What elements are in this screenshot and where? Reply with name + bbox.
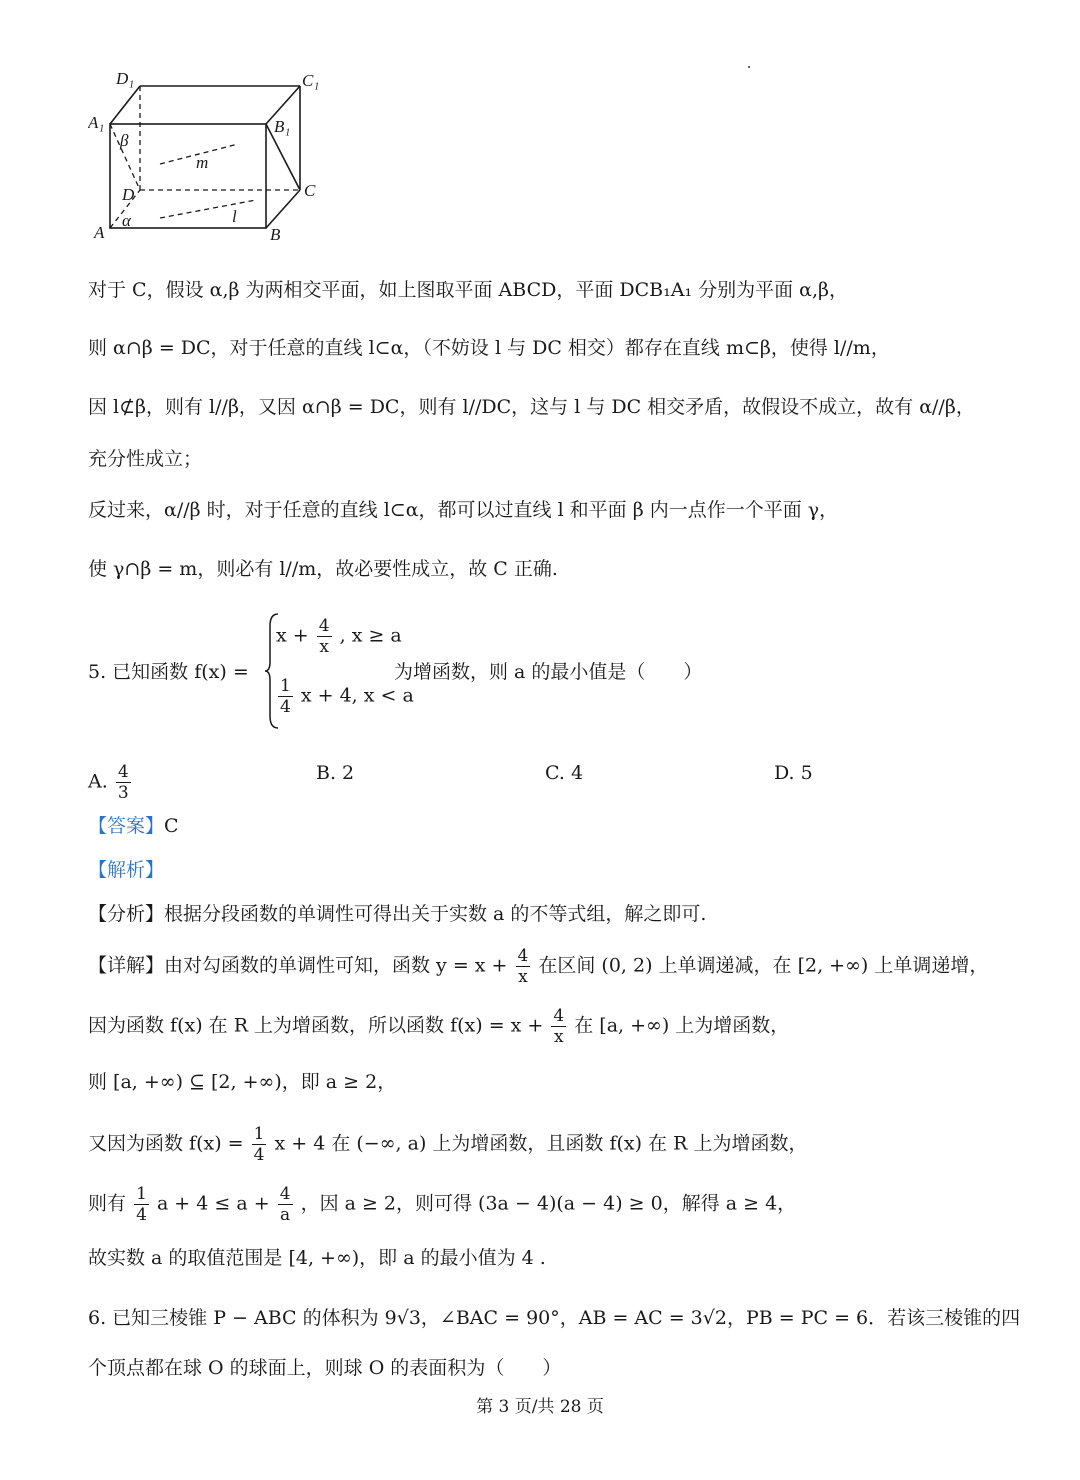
q6-line-2: 个顶点都在球 O 的球面上，则球 O 的表面积为（ ） <box>88 1357 562 1379</box>
detail-2b: 在 [a, +∞) 上为增函数， <box>574 1014 790 1037</box>
piece1-frac <box>317 616 332 657</box>
para-3: 因 l⊄β，则有 l//β，又因 α∩β = DC，则有 l//DC，这与 l 与 DC 相交矛盾，故假设不成立，故有 α//β， <box>88 396 975 418</box>
label-a1: A₁ <box>88 113 105 132</box>
answer-line <box>88 812 179 840</box>
detail-2a: 因为函数 f(x) 在 R 上为增函数，所以函数 f(x) = x + <box>88 1014 544 1037</box>
para-1: 对于 C，假设 α,β 为两相交平面，如上图取平面 ABCD，平面 DCB₁A₁ 分别为平面 α,β， <box>88 279 849 301</box>
q6-line-1: 6. 已知三棱锥 P − ABC 的体积为 9√3，∠BAC = 90°，AB = AC = 3√2，PB = PC = 6．若该三棱锥的四 <box>88 1307 1021 1329</box>
piece2-frac <box>278 676 293 717</box>
xiangjie-tag: 【详解】 <box>88 954 165 977</box>
piece2-num: 1 <box>280 676 291 696</box>
detail-5a: 则有 <box>88 1192 127 1215</box>
label-l: l <box>232 207 237 226</box>
line-l <box>160 200 256 218</box>
piece1-den: x <box>319 637 329 657</box>
para-4: 充分性成立； <box>88 448 203 470</box>
detail-5b: a + 4 ≤ a + <box>156 1192 270 1215</box>
detail-1a: 由对勾函数的单调性可知，函数 y = x + <box>164 954 508 977</box>
detail-1b: 在区间 (0, 2) 上单调递减，在 [2, +∞) 上单调递增， <box>538 954 989 977</box>
frac-num: 1 <box>136 1184 147 1204</box>
detail-1-frac <box>516 946 531 987</box>
edge-bc <box>266 190 300 228</box>
detail-4-frac <box>252 1124 267 1165</box>
fenxi-line <box>88 900 706 928</box>
option-b[interactable]: B. 2 <box>316 762 355 784</box>
label-c1: C₁ <box>302 71 320 90</box>
label-m: m <box>196 153 209 172</box>
detail-2-frac <box>551 1006 566 1047</box>
piece-1 <box>276 616 402 657</box>
piece1-a: x + <box>276 624 309 647</box>
option-a[interactable] <box>88 762 133 803</box>
option-d[interactable]: D. 5 <box>774 762 813 784</box>
frac-num: 4 <box>517 946 529 966</box>
option-a-num: 4 <box>117 762 129 782</box>
label-alpha: α <box>122 211 131 230</box>
frac-den: 4 <box>253 1145 265 1165</box>
para-6: 使 γ∩β = m，则必有 l//m，故必要性成立，故 C 正确. <box>88 558 558 580</box>
label-d1: D₁ <box>116 69 135 88</box>
label-a: A <box>94 223 105 242</box>
option-a-frac <box>116 762 131 803</box>
detail-5-frac-1 <box>134 1184 149 1225</box>
page-footer: 第 3 页/共 28 页 <box>476 1397 604 1417</box>
frac-den: 4 <box>136 1205 147 1225</box>
option-a-label: A. <box>88 770 108 793</box>
frac-den: x <box>518 967 528 987</box>
label-d: D <box>122 185 135 204</box>
frac-num: 1 <box>253 1124 265 1144</box>
frac-num: 4 <box>553 1006 565 1026</box>
analysis-tag: 【解析】 <box>88 859 165 881</box>
fenxi-tag: 【分析】 <box>88 903 165 925</box>
q5-stem-post: 为增函数，则 a 的最小值是（ ） <box>394 661 703 683</box>
analysis-line <box>88 856 164 884</box>
detail-4a: 又因为函数 f(x) = <box>88 1132 244 1155</box>
frac-num: 4 <box>279 1184 291 1204</box>
para-2: 则 α∩β = DC，对于任意的直线 l⊂α，（不妨设 l 与 DC 相交）都存在直线 m⊂β，使得 l//m， <box>88 337 890 359</box>
fenxi-text: 根据分段函数的单调性可得出关于实数 a 的不等式组，解之即可. <box>164 903 707 925</box>
detail-line-2 <box>88 1006 789 1047</box>
label-beta: β <box>120 131 129 150</box>
edge-a1d1 <box>110 86 140 124</box>
piece1-num: 4 <box>318 616 330 636</box>
piece2-den: 4 <box>280 697 291 717</box>
option-c[interactable]: C. 4 <box>545 762 584 784</box>
detail-line-6: 故实数 a 的取值范围是 [4, +∞)，即 a 的最小值为 4 . <box>88 1247 546 1269</box>
piece2-b: x + 4, x < a <box>300 684 414 707</box>
cuboid-figure <box>88 68 338 248</box>
frac-den: x <box>553 1027 564 1047</box>
detail-5-frac-2 <box>278 1184 293 1225</box>
detail-line-5 <box>88 1184 796 1225</box>
detail-5c: ，因 a ≥ 2，则可得 (3a − 4)(a − 4) ≥ 0，解得 a ≥ 4， <box>300 1192 797 1215</box>
option-a-den: 3 <box>117 783 129 803</box>
answer-value: C <box>164 815 179 837</box>
answer-tag: 【答案】 <box>88 815 165 837</box>
label-b1: B₁ <box>274 117 291 136</box>
piece1-b: , x ≥ a <box>339 624 402 647</box>
scan-speck <box>748 66 750 68</box>
q5-stem-pre: 5. 已知函数 f(x) = <box>88 661 249 683</box>
detail-line-3: 则 [a, +∞) ⊆ [2, +∞)，即 a ≥ 2， <box>88 1071 397 1093</box>
detail-line-4 <box>88 1124 807 1165</box>
detail-line-1 <box>88 946 988 987</box>
frac-den: a <box>280 1205 291 1225</box>
para-5: 反过来，α//β 时，对于任意的直线 l⊂α，都可以过直线 l 和平面 β 内一点作一个平面 γ， <box>88 499 839 521</box>
label-b: B <box>270 225 281 244</box>
detail-4b: x + 4 在 (−∞, a) 上为增函数，且函数 f(x) 在 R 上为增函数， <box>274 1132 808 1155</box>
label-c: C <box>304 181 316 200</box>
